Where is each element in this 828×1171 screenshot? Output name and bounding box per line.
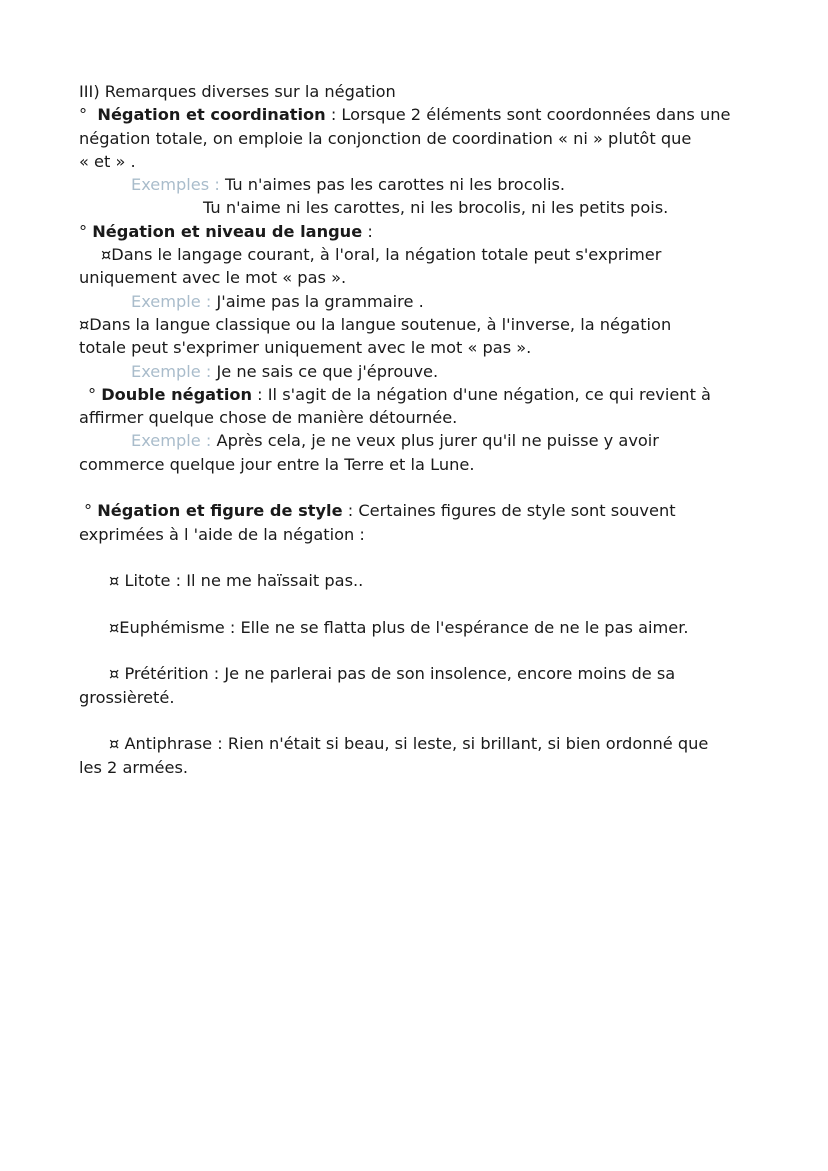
coord-example-1 <box>79 173 779 196</box>
double-title: Double négation <box>101 384 253 404</box>
litote-item: ¤ Litote : Il ne me haïssait pas.. <box>109 571 364 591</box>
example-label: Exemple : <box>131 291 217 311</box>
document-page <box>79 80 779 779</box>
example-text: J'aime pas la grammaire . <box>216 291 424 311</box>
double-example-1 <box>79 429 779 452</box>
coord-paragraph-line1 <box>79 103 779 126</box>
coord-text-1: : Lorsque 2 éléments sont coordonnées dans une <box>325 105 731 125</box>
double-text-1: : Il s'agit de la négation d'une négation, ce qui revient à <box>252 384 711 404</box>
example-label: Exemple : <box>131 361 217 381</box>
preterition-item-2: grossièreté. <box>79 687 175 707</box>
bullet-degree: ° <box>84 501 93 521</box>
antiphrase-item-2: les 2 armées. <box>79 757 189 777</box>
spacer <box>79 476 779 499</box>
example-label: Exemple : <box>131 431 217 451</box>
bullet-degree: ° <box>79 221 88 241</box>
example-text: Tu n'aimes pas les carottes ni les brocolis. <box>224 175 566 195</box>
double-example-2: commerce quelque jour entre la Terre et la Lune. <box>79 454 475 474</box>
antiphrase-item-1: ¤ Antiphrase : Rien n'était si beau, si leste, si brillant, si bien ordonné que <box>109 734 709 754</box>
bullet-degree: ° <box>88 384 97 404</box>
double-title-line <box>79 383 779 406</box>
coord-text-3: « et » . <box>79 151 136 171</box>
niveau-classique-2: totale peut s'exprimer uniquement avec le mot « pas ». <box>79 338 532 358</box>
figure-text-1: : Certaines figures de style sont souvent <box>342 501 676 521</box>
figure-title-line <box>79 499 779 522</box>
niveau-title: Négation et niveau de langue <box>92 221 363 241</box>
figure-title: Négation et figure de style <box>97 501 343 521</box>
coord-example-2: Tu n'aime ni les carottes, ni les brocolis, ni les petits pois. <box>203 198 669 218</box>
niveau-example-1 <box>79 290 779 313</box>
example-text: Je ne sais ce que j'éprouve. <box>216 361 439 381</box>
niveau-example-2 <box>79 360 779 383</box>
section-heading: III) Remarques diverses sur la négation <box>79 82 396 101</box>
spacer <box>79 546 779 569</box>
double-text-2: affirmer quelque chose de manière détournée. <box>79 408 458 428</box>
spacer <box>79 709 779 732</box>
spacer <box>79 593 779 616</box>
figure-text-2: exprimées à l 'aide de la négation : <box>79 524 365 544</box>
coord-title: Négation et coordination <box>97 105 326 125</box>
niveau-classique-1: ¤Dans la langue classique ou la langue soutenue, à l'inverse, la négation <box>79 314 672 334</box>
bullet-degree: ° <box>79 105 88 125</box>
niveau-courant-1: ¤Dans le langage courant, à l'oral, la négation totale peut s'exprimer <box>101 245 662 265</box>
niveau-title-line <box>79 220 779 243</box>
example-text: Après cela, je ne veux plus jurer qu'il ne puisse y avoir <box>216 431 659 451</box>
example-label: Exemples : <box>131 175 225 195</box>
coord-text-2: négation totale, on emploie la conjonction de coordination « ni » plutôt que <box>79 128 692 148</box>
niveau-colon: : <box>362 221 373 241</box>
niveau-courant-2: uniquement avec le mot « pas ». <box>79 268 347 288</box>
spacer <box>79 639 779 662</box>
euphemisme-item: ¤Euphémisme : Elle ne se flatta plus de l'espérance de ne le pas aimer. <box>109 617 689 637</box>
preterition-item-1: ¤ Prétérition : Je ne parlerai pas de son insolence, encore moins de sa <box>109 664 676 684</box>
